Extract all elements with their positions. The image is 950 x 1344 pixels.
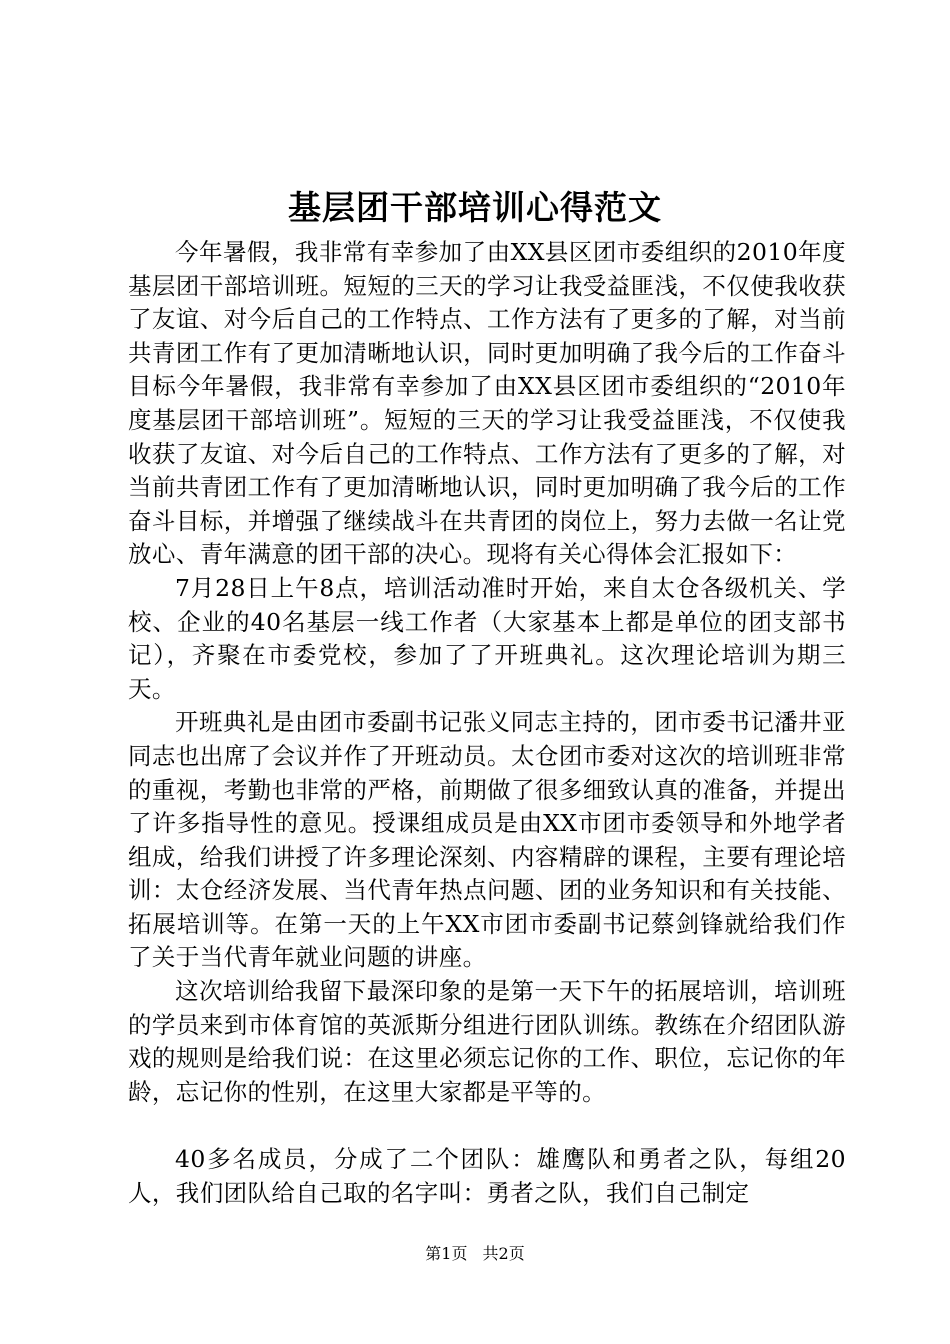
page-number: 第1页 [425, 1244, 468, 1263]
document-body [128, 236, 846, 1211]
paragraph-opening-ceremony: 开班典礼是由团市委副书记张义同志主持的，团市委书记潘井亚同志也出席了会议并作了开班动员。太仓团市委对这次的培训班非常的重视，考勤也非常的严格，前期做了很多细致认真的准备，并提出了许多指导性的意见。授课组成员是由XX市团市委领导和外地学者组成，给我们讲授了许多理论深刻、内容精辟的课程，主要有理论培训：太仓经济发展、当代青年热点问题、团的业务知识和有关技能、拓展培训等。在第一天的上午XX市团市委副书记蔡剑锋就给我们作了关于当代青年就业问题的讲座。 [128, 708, 846, 972]
page-total: 共2页 [482, 1244, 525, 1263]
page-footer [0, 1243, 950, 1265]
paragraph-opening-time: 7月28日上午8点，培训活动准时开始，来自太仓各级机关、学校、企业的40名基层一线工作者（大家基本上都是单位的团支部书记），齐聚在市委党校，参加了了开班典礼。这次理论培训为期三天。 [128, 573, 846, 703]
paragraph-teams: 40多名成员，分成了二个团队：雄鹰队和勇者之队，每组20人，我们团队给自己取的名字叫：勇者之队，我们自己制定 [128, 1145, 846, 1208]
document-title: 基层团干部培训心得范文 [288, 188, 662, 227]
paragraph-spacer [128, 1109, 846, 1143]
paragraph-intro: 今年暑假，我非常有幸参加了由XX县区团市委组织的2010年度基层团干部培训班。短短的三天的学习让我受益匪浅，不仅使我收获了友谊、对今后自己的工作特点、工作方法有了更多的了解，对当前共青团工作有了更加清晰地认识，同时更加明确了我今后的工作奋斗目标今年暑假，我非常有幸参加了由XX县区团市委组织的“2010年度基层团干部培训班”。短短的三天的学习让我受益匪浅，不仅使我收获了友谊、对今后自己的工作特点、工作方法有了更多的了解，对当前共青团工作有了更加清晰地认识，同时更加明确了我今后的工作奋斗目标，并增强了继续战斗在共青团的岗位上，努力去做一名让党放心、青年满意的团干部的决心。现将有关心得体会汇报如下： [128, 238, 846, 569]
paragraph-outdoor-training: 这次培训给我留下最深印象的是第一天下午的拓展培训，培训班的学员来到市体育馆的英派斯分组进行团队训练。教练在介绍团队游戏的规则是给我们说：在这里必须忘记你的工作、职位，忘记你的年龄，忘记你的性别，在这里大家都是平等的。 [128, 977, 846, 1106]
